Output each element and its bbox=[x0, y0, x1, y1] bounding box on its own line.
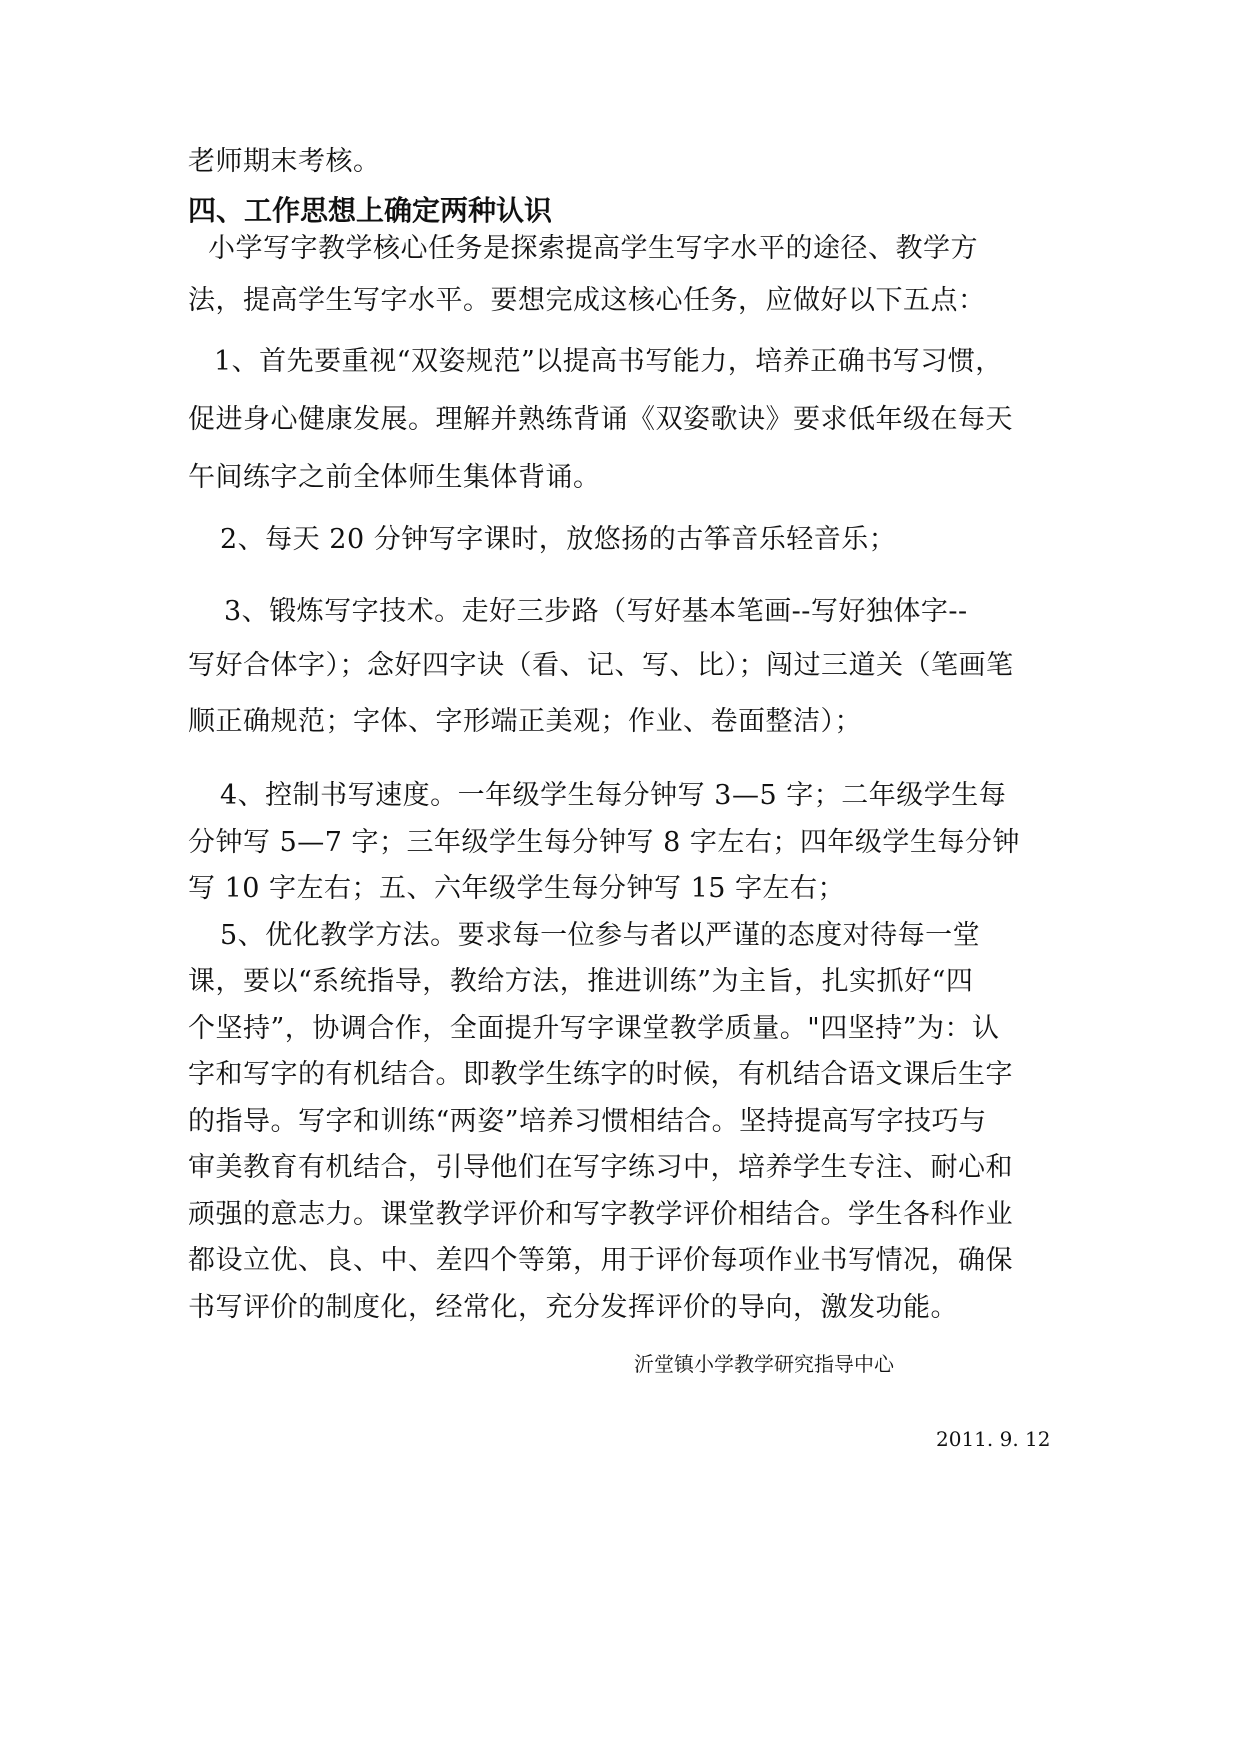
item5-line-2: 课，要以“系统指导，教给方法，推进训练”为主旨，扎实抓好“四 bbox=[188, 966, 974, 997]
signature-organization: 沂堂镇小学教学研究指导中心 bbox=[634, 1352, 894, 1376]
paragraph-intro-line-1: 小学写字教学核心任务是探索提高学生写字水平的途径、教学方 bbox=[208, 233, 978, 264]
item4-line-1: 4、控制书写速度。一年级学生每分钟写 3—5 字；二年级学生每 bbox=[220, 780, 1007, 811]
item2-line-1: 2、每天 20 分钟写字课时，放悠扬的古筝音乐轻音乐； bbox=[220, 524, 897, 555]
item1-line-1: 1、首先要重视“双姿规范”以提高书写能力，培养正确书写习惯， bbox=[214, 346, 1003, 377]
item5-line-6: 审美教育有机结合，引导他们在写字练习中，培养学生专注、耐心和 bbox=[188, 1152, 1013, 1183]
item1-line-2: 促进身心健康发展。理解并熟练背诵《双姿歌诀》要求低年级在每天 bbox=[188, 404, 1013, 435]
item5-line-4: 字和写字的有机结合。即教学生练字的时候，有机结合语文课后生字 bbox=[188, 1059, 1013, 1090]
intro-tail-text: 老师期末考核。 bbox=[188, 146, 381, 177]
section-heading: 四、工作思想上确定两种认识 bbox=[188, 194, 553, 227]
item5-line-5: 的指导。写字和训练“两姿”培养习惯相结合。坚持提高写字技巧与 bbox=[188, 1106, 987, 1137]
paragraph-intro-line-2: 法，提高学生写字水平。要想完成这核心任务，应做好以下五点： bbox=[188, 285, 986, 316]
item4-line-2: 分钟写 5—7 字；三年级学生每分钟写 8 字左右；四年级学生每分钟 bbox=[188, 827, 1020, 858]
item5-line-3: 个坚持”，协调合作，全面提升写字课堂教学质量。"四坚持”为：认 bbox=[188, 1013, 1000, 1044]
item5-line-1: 5、优化教学方法。要求每一位参与者以严谨的态度对待每一堂 bbox=[220, 920, 981, 951]
item1-line-3: 午间练字之前全体师生集体背诵。 bbox=[188, 462, 601, 493]
item4-line-3: 写 10 字左右；五、六年级学生每分钟写 15 字左右； bbox=[188, 873, 846, 904]
item3-line-1: 3、锻炼写字技术。走好三步路（写好基本笔画--写好独体字-- bbox=[224, 596, 968, 627]
signature-date: 2011. 9. 12 bbox=[936, 1427, 1051, 1451]
item5-line-9: 书写评价的制度化，经常化，充分发挥评价的导向，激发功能。 bbox=[188, 1292, 958, 1323]
item5-line-8: 都设立优、良、中、差四个等第，用于评价每项作业书写情况，确保 bbox=[188, 1245, 1013, 1276]
item5-line-7: 顽强的意志力。课堂教学评价和写字教学评价相结合。学生各科作业 bbox=[188, 1199, 1013, 1230]
item3-line-2: 写好合体字）；念好四字诀（看、记、写、比）；闯过三道关（笔画笔 bbox=[188, 650, 1014, 681]
item3-line-3: 顺正确规范；字体、字形端正美观；作业、卷面整洁）； bbox=[188, 706, 862, 737]
